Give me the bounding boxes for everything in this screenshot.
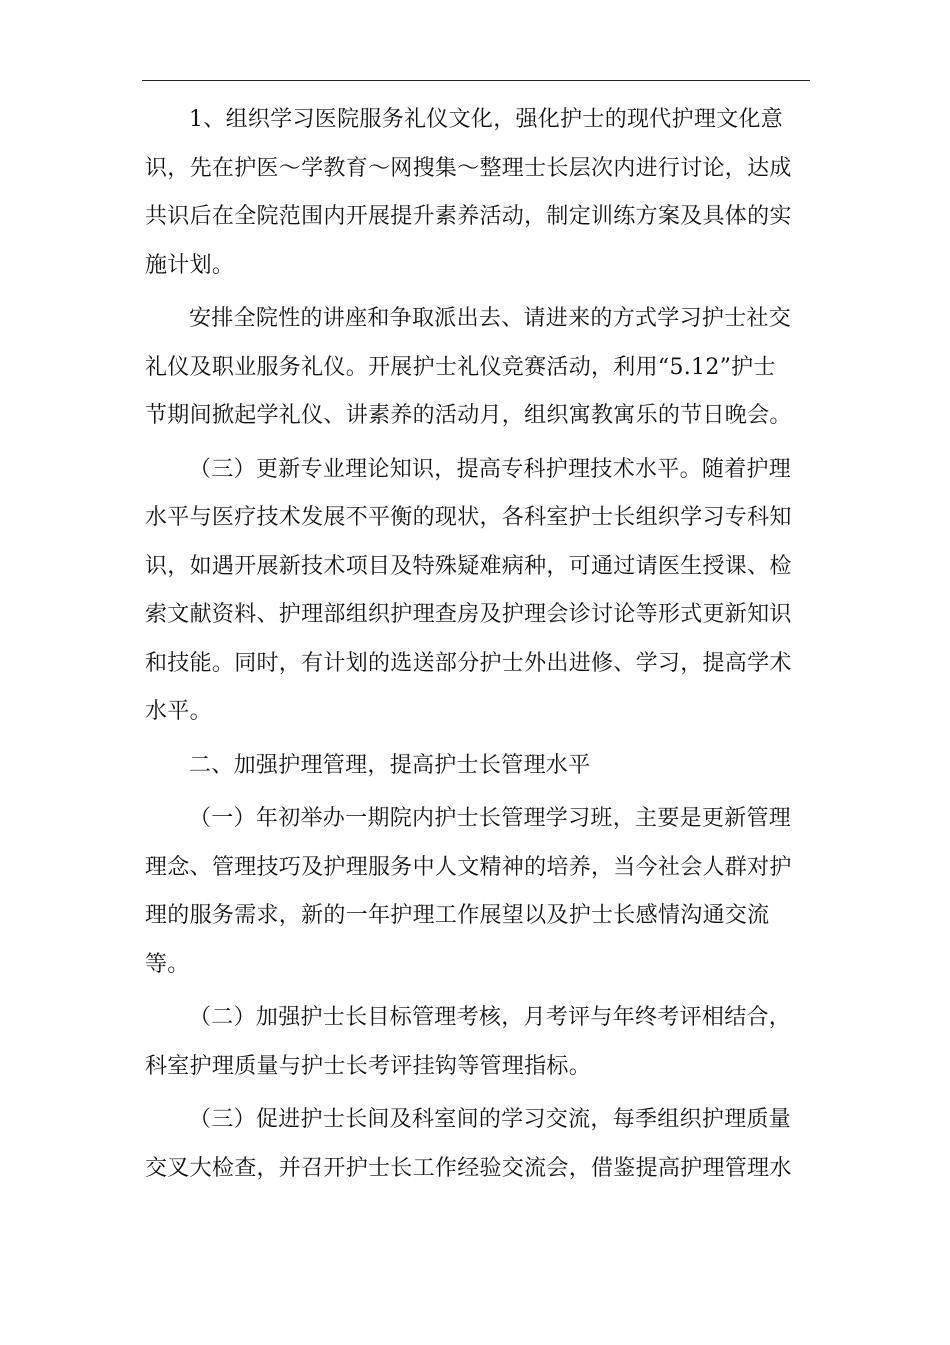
text-line: 礼仪及职业服务礼仪。开展护士礼仪竞赛活动，利用“5.12”护士	[145, 354, 776, 380]
text-line: 水平。	[145, 699, 212, 724]
paragraph-lectures	[145, 295, 800, 441]
text-line: （三）促进护士长间及科室间的学习交流，每季组织护理质量	[189, 1107, 792, 1132]
paragraph-exchange	[145, 1096, 800, 1193]
text-line: 等。	[145, 951, 190, 977]
text-line: （一）年初举办一期院内护士长管理学习班，主要是更新管理	[189, 806, 792, 831]
text-line: 理念、管理技巧及护理服务中人文精神的培养，当今社会人群对护	[145, 854, 792, 880]
text-line: 理的服务需求，新的一年护理工作展望以及护士长感情沟通交流	[145, 903, 770, 928]
text-line: 科室护理质量与护士长考评挂钩等管理指标。	[145, 1053, 592, 1079]
text-line: 水平与医疗技术发展不平衡的现状，各科室护士长组织学习专科知	[145, 505, 792, 530]
text-line: 共识后在全院范围内开展提升素养活动，制定训练方案及具体的实	[145, 204, 792, 229]
text-line: 施计划。	[145, 252, 235, 278]
text-line: 节期间掀起学礼仪、讲素养的活动月，组织寓教寓乐的节日晚会。	[145, 403, 792, 428]
document-body	[145, 96, 800, 1193]
text-line: 1、组织学习医院服务礼仪文化，强化护士的现代护理文化意	[189, 107, 784, 132]
paragraph-etiquette-culture	[145, 96, 800, 290]
text-line: （二）加强护士长目标管理考核，月考评与年终考评相结合，	[189, 1005, 792, 1030]
text-line: 识，先在护医～学教育～网搜集～整理士长层次内进行讨论，达成	[145, 155, 792, 181]
text-line: （三）更新专业理论知识，提高专科护理技术水平。随着护理	[189, 456, 792, 482]
section-heading: 二、加强护理管理，提高护士长管理水平	[189, 752, 591, 778]
text-line: 索文献资料、护理部组织护理查房及护理会诊讨论等形式更新知识	[145, 602, 792, 627]
paragraph-professional-knowledge	[145, 446, 800, 737]
text-line: 交叉大检查，并召开护士长工作经验交流会，借鉴提高护理管理水	[145, 1155, 792, 1181]
text-line: 安排全院性的讲座和争取派出去、请进来的方式学习护士社交	[189, 306, 792, 331]
header-divider	[142, 80, 810, 81]
section-heading-management	[145, 742, 800, 791]
text-line: 和技能。同时，有计划的选送部分护士外出进修、学习，提高学术	[145, 650, 792, 676]
paragraph-assessment	[145, 994, 800, 1091]
paragraph-training-class	[145, 795, 800, 989]
text-line: 识，如遇开展新技术项目及特殊疑难病种，可通过请医生授课、检	[145, 553, 792, 579]
